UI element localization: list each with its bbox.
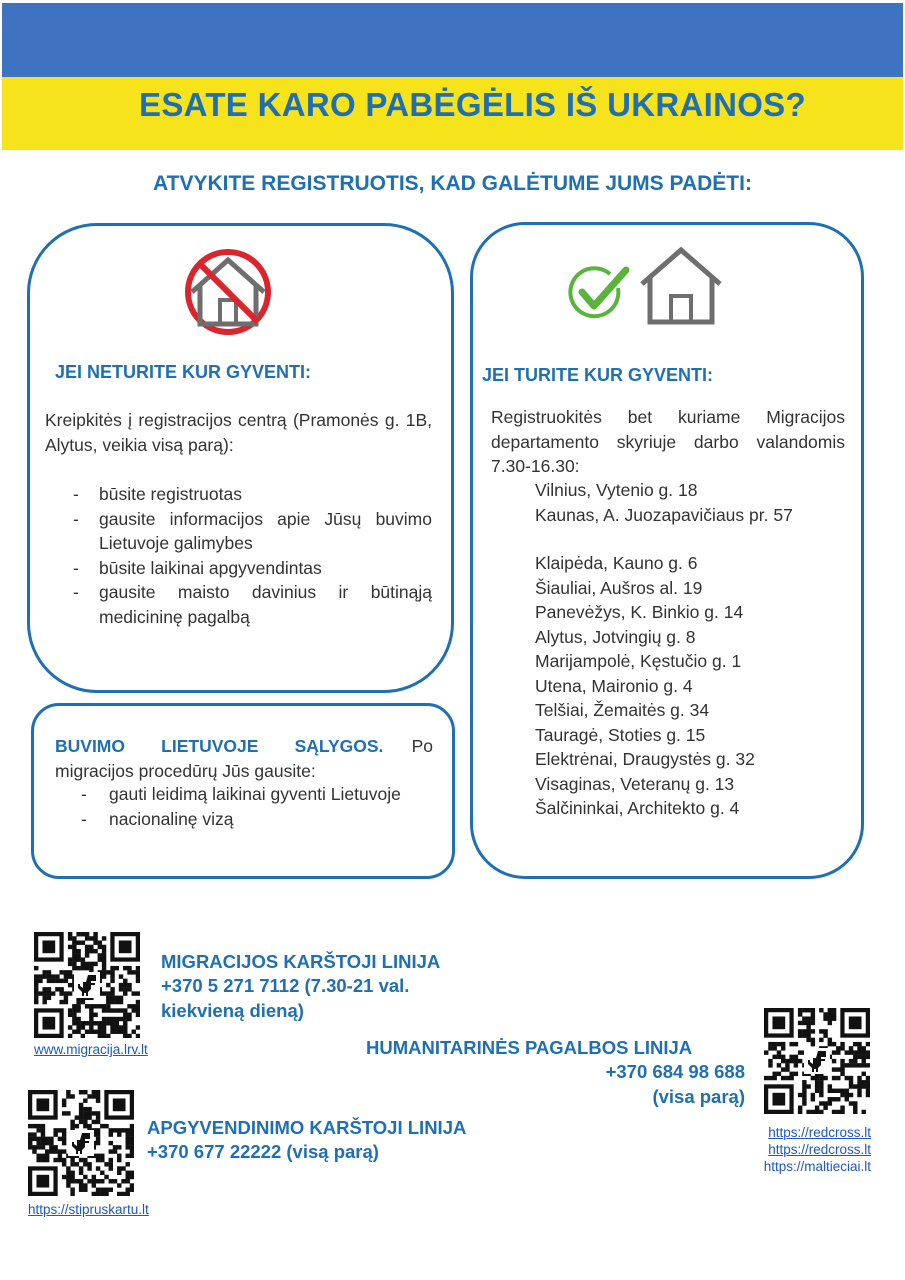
list-item: Klaipėda, Kauno g. 6 bbox=[535, 553, 698, 573]
list-item: Šalčininkai, Architekto g. 4 bbox=[535, 798, 740, 818]
has-home-heading: JEI TURITE KUR GYVENTI: bbox=[482, 365, 714, 385]
no-home-list bbox=[45, 482, 432, 629]
qr-code-humanitarian[interactable] bbox=[764, 1008, 870, 1114]
list-item: Telšiai, Žemaitės g. 34 bbox=[535, 700, 710, 720]
migration-hotline-hours: kiekvieną dieną) bbox=[161, 1000, 304, 1021]
redcross-link-2[interactable]: https://redcross.lt bbox=[768, 1142, 871, 1157]
no-house-icon bbox=[182, 248, 278, 343]
stay-conditions-text: Po migracijos procedūrų Jūs gausite: bbox=[55, 736, 433, 781]
qr-code-housing[interactable] bbox=[28, 1090, 134, 1196]
house-icon bbox=[638, 244, 724, 331]
humanitarian-hotline-title: HUMANITARINĖS PAGALBOS LINIJA bbox=[366, 1037, 693, 1058]
list-item: - būsite registruotas bbox=[73, 484, 242, 504]
list-item: - nacionalinę vizą bbox=[81, 808, 234, 829]
humanitarian-hotline-phone: +370 684 98 688 bbox=[605, 1061, 745, 1082]
no-home-intro: Kreipkitės į registracijos centrą (Pramonės g. 1B, Alytus, veikia visą parą): bbox=[45, 410, 432, 455]
migration-hotline-title: MIGRACIJOS KARŠTOJI LINIJA bbox=[161, 951, 441, 972]
list-item: Šiauliai, Aušros al. 19 bbox=[535, 577, 703, 598]
stay-conditions-list bbox=[55, 782, 433, 831]
list-item: Elektrėnai, Draugystės g. 32 bbox=[535, 749, 755, 769]
flag-blue-band bbox=[2, 3, 903, 77]
stay-conditions-intro bbox=[55, 734, 433, 783]
page-subtitle: ATVYKITE REGISTRUOTIS, KAD GALĖTUME JUMS PADĖTI: bbox=[153, 172, 752, 195]
list-item: Kaunas, A. Juozapavičiaus pr. 57 bbox=[535, 504, 793, 525]
list-item: Panevėžys, K. Binkio g. 14 bbox=[535, 602, 744, 622]
no-home-heading: JEI NETURITE KUR GYVENTI: bbox=[55, 362, 312, 382]
migration-hotline-phone: +370 5 271 7112 (7.30-21 val. bbox=[161, 975, 410, 996]
list-item: Marijampolė, Kęstučio g. 1 bbox=[535, 651, 742, 671]
housing-hotline-phone: +370 677 22222 (visą parą) bbox=[147, 1141, 379, 1162]
list-item: - gausite maisto davinius ir būtinąją medicininę pagalbą bbox=[73, 582, 432, 627]
office-list-rest bbox=[535, 551, 845, 821]
redcross-link[interactable]: https://redcross.lt bbox=[768, 1125, 871, 1140]
list-item: - būsite laikinai apgyvendintas bbox=[73, 557, 322, 578]
list-item: - gausite informacijos apie Jūsų buvimo Lietuvoje galimybes bbox=[73, 508, 432, 553]
humanitarian-hotline-hours: (visa parą) bbox=[652, 1086, 745, 1107]
stipruskartu-link[interactable]: https://stipruskartu.lt bbox=[28, 1202, 149, 1217]
list-item: Tauragė, Stoties g. 15 bbox=[535, 724, 706, 745]
qr-code-migration[interactable] bbox=[34, 932, 140, 1038]
has-home-intro: Registruokitės bet kuriame Migracijos departamento skyriuje darbo valandomis 7.30-16.30: bbox=[491, 407, 845, 476]
list-item: Vilnius, Vytenio g. 18 bbox=[535, 480, 698, 500]
list-item: - gauti leidimą laikinai gyventi Lietuvoje bbox=[81, 784, 401, 804]
page-title: ESATE KARO PABĖGĖLIS IŠ UKRAINOS? bbox=[139, 86, 806, 123]
maltieciai-link[interactable]: https://maltieciai.lt bbox=[763, 1159, 871, 1174]
migration-link[interactable]: www.migracija.lrv.lt bbox=[34, 1042, 148, 1057]
office-list bbox=[535, 478, 845, 527]
list-item: Visaginas, Veteranų g. 13 bbox=[535, 773, 735, 794]
checkmark-icon bbox=[566, 264, 630, 325]
list-item: Alytus, Jotvingių g. 8 bbox=[535, 626, 696, 647]
housing-hotline-title: APGYVENDINIMO KARŠTOJI LINIJA bbox=[147, 1117, 467, 1138]
stay-conditions-heading: BUVIMO LIETUVOJE SĄLYGOS. bbox=[55, 736, 384, 756]
list-item: Utena, Maironio g. 4 bbox=[535, 675, 693, 696]
